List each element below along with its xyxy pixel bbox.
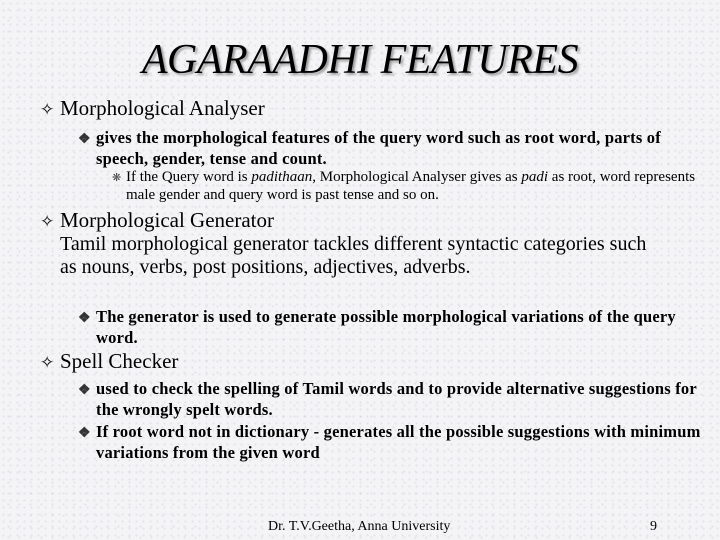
diamond-icon: ❖ — [78, 426, 91, 441]
sub-bullet-point — [112, 169, 696, 204]
four-point-star-icon: ✧ — [40, 353, 55, 372]
diamond-icon: ❖ — [78, 132, 91, 147]
bullet-text: gives the morphological features of the query word such as root word, parts of speech, gender, tense and count. — [96, 128, 661, 168]
heading-text: Spell Checker — [60, 349, 179, 373]
section-heading-spellchecker — [40, 350, 680, 374]
bullet-text: If root word not in dictionary - generates all the possible suggestions with minimum variations from the given word — [96, 422, 701, 462]
four-point-star-icon: ✧ — [40, 100, 55, 119]
bullet-text: The generator is used to generate possible morphological variations of the query word. — [96, 307, 676, 347]
diamond-icon: ❖ — [78, 311, 91, 326]
diamond-icon: ❖ — [78, 383, 91, 398]
bullet-point — [78, 422, 706, 462]
section-heading-analyser — [40, 97, 680, 121]
query-word: padithaan — [251, 169, 313, 185]
sub-text-a: If the Query word is — [126, 169, 252, 185]
four-point-star-icon: ✧ — [40, 212, 55, 231]
sub-text-b: , Morphological Analyser gives as — [312, 169, 522, 185]
heading-text: Morphological Generator — [60, 208, 275, 232]
page-number: 9 — [650, 519, 657, 534]
bullet-point — [78, 379, 706, 419]
sub-text-c: as root, word represents male gender and query word is past tense and so on. — [126, 169, 696, 203]
heading-text: Morphological Analyser — [60, 96, 265, 120]
section-heading-generator — [40, 209, 680, 233]
slide-title: AGARAADHI FEATURES — [141, 37, 579, 83]
bullet-text: used to check the spelling of Tamil words and to provide alternative suggestions for the wrongly spelt words. — [96, 379, 697, 419]
asterisk-icon: ❋ — [112, 172, 122, 184]
section-body-text: Tamil morphological generator tackles different syntactic categories such as nouns, verbs, post positions, adjectives, adverbs. — [60, 233, 647, 278]
root-word: padi — [521, 169, 549, 185]
bullet-point — [78, 307, 706, 347]
bullet-point — [78, 128, 706, 168]
footer-author: Dr. T.V.Geetha, Anna University — [268, 519, 451, 534]
